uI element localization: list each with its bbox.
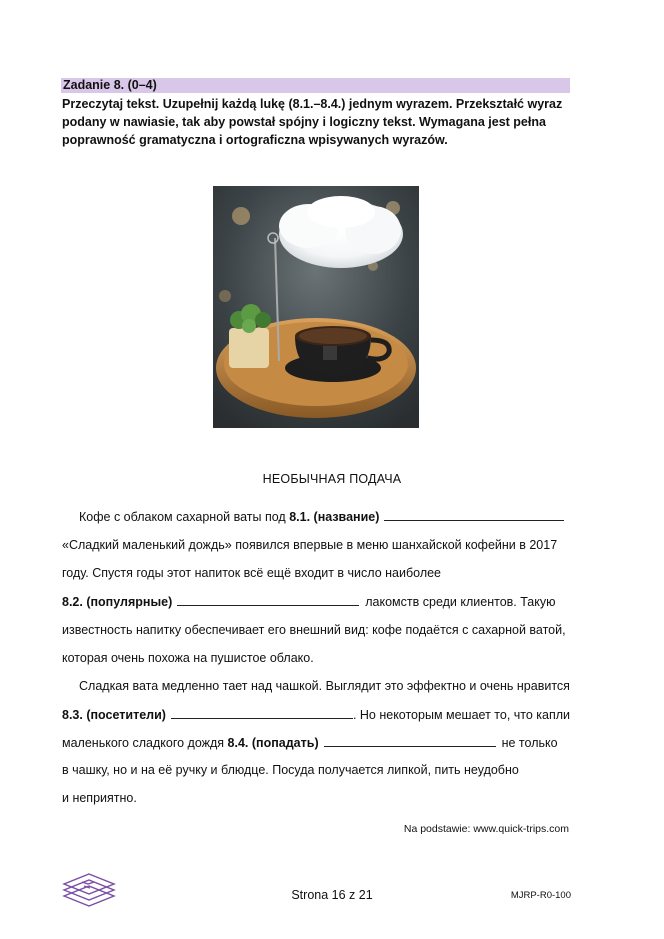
exam-code: MJRP-R0-100 xyxy=(510,890,571,901)
photo-illustration xyxy=(213,186,419,428)
coffee-cotton-candy-photo xyxy=(213,186,419,428)
gap-8-2-input[interactable] xyxy=(177,593,359,606)
text-line: Сладкая вата медленно тает над чашкой. Выглядит это эффектно и очень нравится xyxy=(79,679,570,693)
instructions-line: podany w nawiasie, tak aby powstał spójny i logiczny tekst. Wymagana jest pełna xyxy=(62,115,546,129)
page-number: Strona 16 z 21 xyxy=(291,888,373,902)
text-line: 8.3. (посетители) . Но некоторым мешает то, что капли xyxy=(62,708,571,722)
text-line: известность напитку обеспечивает его внешний вид: кофе подаётся с сахарной ватой, xyxy=(62,623,566,637)
instructions-line: Przeczytaj tekst. Uzupełnij każdą lukę (8.1.–8.4.) jednym wyrazem. Przekształć wyraz xyxy=(62,97,563,111)
article-title: НЕОБЫЧНАЯ ПОДАЧА xyxy=(262,472,402,486)
text-line: и неприятно. xyxy=(62,791,137,805)
gap-8-3-input[interactable] xyxy=(171,706,353,719)
gap-8-1-input[interactable] xyxy=(384,508,564,521)
gap-8-4-input[interactable] xyxy=(324,734,496,747)
text-line: которая очень похожа на пушистое облако. xyxy=(62,651,314,665)
text-line: 8.2. (популярные) лакомств среди клиентов. Такую xyxy=(62,595,556,609)
text-line: «Сладкий маленький дождь» появился впервые в меню шанхайской кофейни в 2017 xyxy=(62,538,558,552)
text-line: году. Спустя годы этот напиток всё ещё входит в число наиболее xyxy=(62,566,442,580)
source-note: Na podstawie: www.quick-trips.com xyxy=(403,823,569,835)
task-instructions xyxy=(62,95,572,149)
task-header: Zadanie 8. (0–4) xyxy=(61,78,570,93)
instructions-line: poprawność gramatyczna i ortograficzna wpisywanych wyrazów. xyxy=(62,133,448,147)
text-line: маленького сладкого дождя 8.4. (попадать) не только xyxy=(62,736,558,750)
text-line: в чашку, но и на её ручку и блюдце. Посуда получается липкой, пить неудобно xyxy=(62,763,519,777)
text-line: Кофе с облаком сахарной ваты под 8.1. (название) xyxy=(79,508,564,525)
